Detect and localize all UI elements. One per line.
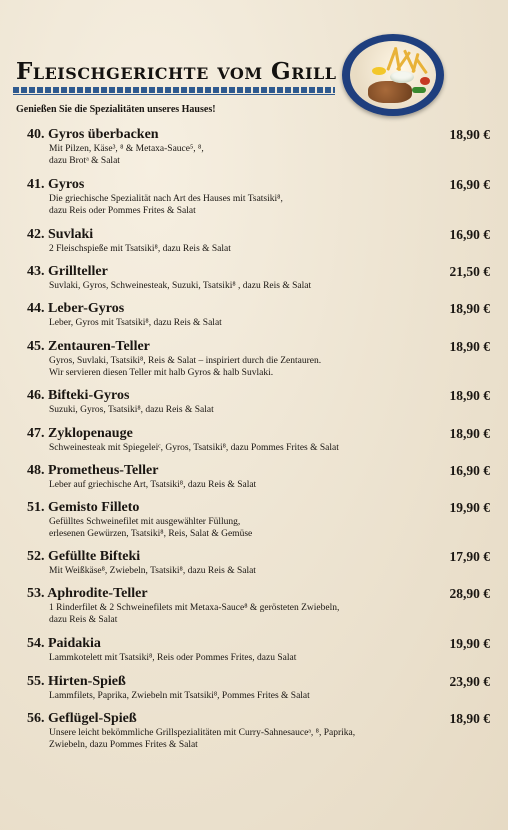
description-line: Lammfilets, Paprika, Zwiebeln mit Tsatsiki⁸, Pommes Frites & Salat <box>49 691 310 701</box>
menu-item-description <box>49 443 419 455</box>
menu-item-description <box>49 653 419 665</box>
description-line: erlesenen Gewürzen, Tsatsiki⁸, Reis, Salat & Gemüse <box>49 528 253 539</box>
menu-item-name: 54. Paidakia <box>27 636 101 651</box>
menu-item-name: 44. Leber-Gyros <box>27 301 125 316</box>
menu-item-price: 18,90 € <box>449 426 490 441</box>
menu-item-price: 16,90 € <box>449 227 490 242</box>
menu-item-price: 18,90 € <box>449 301 490 316</box>
menu-item-price: 19,90 € <box>449 636 490 651</box>
description-line: Mit Weißkäse⁸, Zwiebeln, Tsatsiki⁸, dazu Reis & Salat <box>49 566 256 576</box>
description-line: Zwiebeln, dazu Pommes Frites & Salat <box>49 739 198 750</box>
menu-item-description <box>49 603 419 626</box>
menu-item-name: 53. Aphrodite-Teller <box>27 586 148 601</box>
menu-item-description <box>49 480 419 492</box>
plate-food <box>350 41 436 109</box>
description-line: Suzuki, Gyros, Tsatsiki⁸, dazu Reis & Salat <box>49 405 214 415</box>
description-line: dazu Reis oder Pommes Frites & Salat <box>49 205 196 216</box>
description-line: Leber auf griechische Art, Tsatsiki⁸, dazu Reis & Salat <box>49 480 257 490</box>
menu-item-name: 55. Hirten-Spieß <box>27 674 126 689</box>
menu-item-description <box>49 244 419 256</box>
menu-item-price: 18,90 € <box>449 388 490 403</box>
menu-item-name: 52. Gefüllte Bifteki <box>27 549 141 564</box>
menu-item-name: 41. Gyros <box>27 177 85 192</box>
menu-item-description <box>49 405 419 417</box>
menu-item-price: 19,90 € <box>449 500 490 515</box>
menu-item-description <box>49 566 419 578</box>
menu-item-name: 51. Gemisto Filleto <box>27 500 140 515</box>
description-line: Lammkotelett mit Tsatsiki⁸, Reis oder Pommes Frites, dazu Salat <box>49 653 297 663</box>
description-line: Die griechische Spezialität nach Art des Hauses mit Tsatsiki⁸, <box>49 194 283 204</box>
menu-item-price: 21,50 € <box>449 264 490 279</box>
menu-item-price: 23,90 € <box>449 674 490 689</box>
description-line: Wir servieren diesen Teller mit halb Gyros & halb Suvlaki. <box>49 367 274 378</box>
description-line: Gefülltes Schweinefilet mit ausgewählter Füllung, <box>49 517 241 527</box>
menu-item-price: 18,90 € <box>449 339 490 354</box>
menu-item-name: 40. Gyros überbacken <box>27 127 159 142</box>
menu-item-description <box>49 144 419 167</box>
gyros-plate-photo <box>342 34 444 116</box>
menu-item-name: 43. Grillteller <box>27 264 108 279</box>
menu-item-price: 18,90 € <box>449 711 490 726</box>
menu-item-name: 46. Bifteki-Gyros <box>27 388 130 403</box>
menu-item-price: 16,90 € <box>449 177 490 192</box>
menu-item-name: 48. Prometheus-Teller <box>27 463 159 478</box>
menu-item-description <box>49 194 419 217</box>
menu-item-description <box>49 728 419 751</box>
description-line: Gyros, Suvlaki, Tsatsiki⁸, Reis & Salat – inspiriert durch die Zentauren. <box>49 356 322 366</box>
description-line: 2 Fleischspieße mit Tsatsiki⁸, dazu Reis & Salat <box>49 244 231 254</box>
description-line: Schweinesteak mit Spiegeleiᶜ, Gyros, Tsatsiki⁸, dazu Pommes Frites & Salat <box>49 443 339 453</box>
description-line: Unsere leicht bekömmliche Grillspezialitäten mit Curry-Sahnesauceᵃ, ⁸, Paprika, <box>49 728 356 738</box>
menu-item-description <box>49 517 419 540</box>
menu-item-description <box>49 281 419 293</box>
description-line: Leber, Gyros mit Tsatsiki⁸, dazu Reis & Salat <box>49 318 222 328</box>
page-title: Fleischgerichte vom Grill <box>16 58 337 85</box>
description-line: dazu Brotᵃ & Salat <box>49 155 120 166</box>
greek-meander-divider <box>13 87 335 93</box>
menu-item-name: 47. Zyklopenauge <box>27 426 133 441</box>
menu-item-price: 16,90 € <box>449 463 490 478</box>
menu-item-description <box>49 691 419 703</box>
description-line: dazu Reis & Salat <box>49 614 118 625</box>
menu-item-description <box>49 356 419 379</box>
menu-item-name: 56. Geflügel-Spieß <box>27 711 137 726</box>
subtitle: Genießen Sie die Spezialitäten unseres Hauses! <box>16 104 216 115</box>
menu-item-name: 42. Suvlaki <box>27 227 94 242</box>
menu-item-price: 18,90 € <box>449 127 490 142</box>
description-line: 1 Rinderfilet & 2 Schweinefilets mit Metaxa-Sauce⁸ & gerösteten Zwiebeln, <box>49 603 340 613</box>
description-line: Suvlaki, Gyros, Schweinesteak, Suzuki, Tsatsiki⁸ , dazu Reis & Salat <box>49 281 312 291</box>
menu-item-price: 28,90 € <box>449 586 490 601</box>
menu-item-price: 17,90 € <box>449 549 490 564</box>
description-line: Mit Pilzen, Käse³, ⁸ & Metaxa-Sauce⁵, ⁸, <box>49 144 204 154</box>
menu-item-name: 45. Zentauren-Teller <box>27 339 150 354</box>
menu-item-description <box>49 318 419 330</box>
